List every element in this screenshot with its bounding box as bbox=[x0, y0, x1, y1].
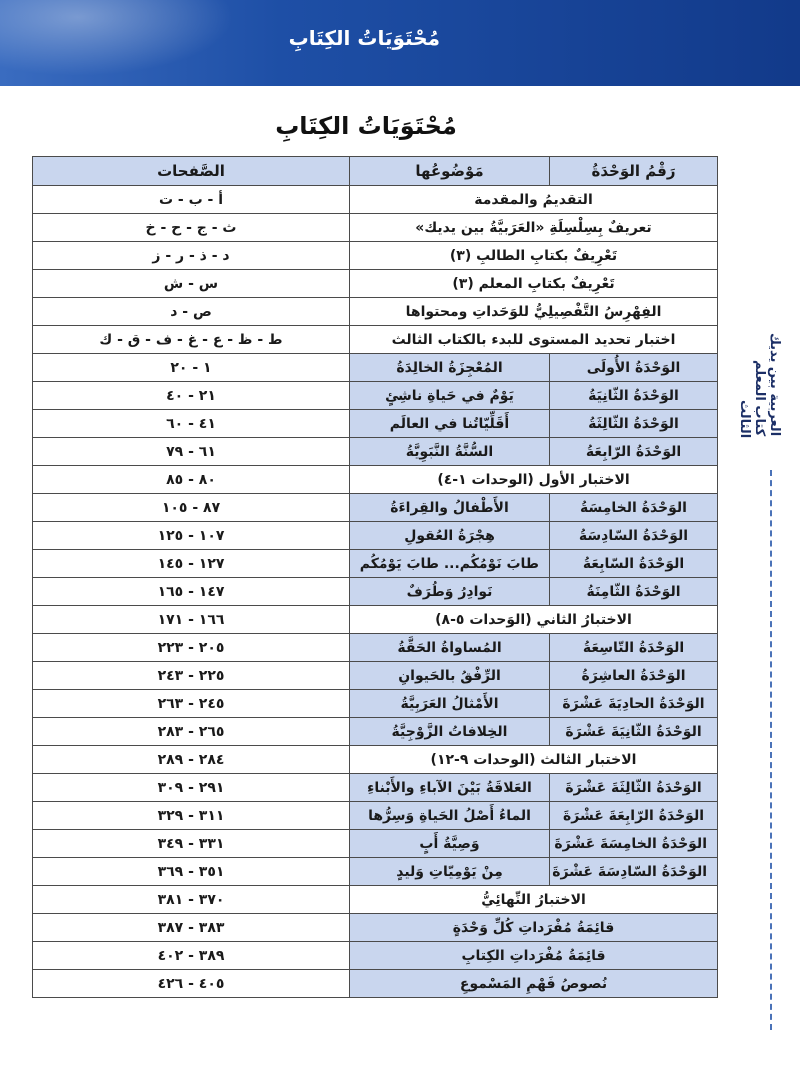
table-row bbox=[33, 942, 718, 970]
pages-cell: د - ذ - ر - ز bbox=[33, 242, 350, 270]
pages-cell: ٢٩١ - ٣٠٩ bbox=[33, 774, 350, 802]
side-divider bbox=[770, 470, 774, 1030]
pages-cell: ٢٦٥ - ٢٨٣ bbox=[33, 718, 350, 746]
unit-topic-cell: الرِّفْقُ بالحَيوانِ bbox=[350, 662, 550, 690]
unit-number-cell: الوَحْدَةُ الثّانِيَةُ bbox=[550, 382, 718, 410]
page-title: مُحْتَوَيَاتُ الكِتَابِ bbox=[275, 112, 457, 140]
pages-cell: ٣٧٠ - ٣٨١ bbox=[33, 886, 350, 914]
pages-cell: ٤١ - ٦٠ bbox=[33, 410, 350, 438]
table-row bbox=[33, 802, 718, 830]
table-row bbox=[33, 186, 718, 214]
single-title-cell: الفِهْرِسُ التَّفْصِيلِيُّ للوَحَداتِ ومحتواها bbox=[350, 298, 718, 326]
pages-cell: ث - ج - ح - خ bbox=[33, 214, 350, 242]
table-row bbox=[33, 494, 718, 522]
unit-number-cell: الوَحْدَةُ الأُولَى bbox=[550, 354, 718, 382]
table-row bbox=[33, 522, 718, 550]
single-title-cell: تَعْرِيفٌ بكتابِ الطالبِ (٣) bbox=[350, 242, 718, 270]
table-row bbox=[33, 466, 718, 494]
table-row bbox=[33, 298, 718, 326]
table-row bbox=[33, 886, 718, 914]
table-row bbox=[33, 690, 718, 718]
pages-cell: ٣٨٣ - ٣٨٧ bbox=[33, 914, 350, 942]
table-body bbox=[33, 186, 718, 998]
unit-topic-cell: طابَ نَوْمُكُم... طابَ يَوْمُكُم bbox=[350, 550, 550, 578]
table-row bbox=[33, 550, 718, 578]
unit-number-cell: الوَحْدَةُ الحادِيَةَ عَشْرَةَ bbox=[550, 690, 718, 718]
unit-topic-cell: العَلاقَةُ بَيْنَ الآباءِ والأَبْناءِ bbox=[350, 774, 550, 802]
table-row bbox=[33, 326, 718, 354]
contents-table bbox=[32, 156, 718, 998]
single-title-cell: اختبار تحديد المستوى للبدء بالكتاب الثالث bbox=[350, 326, 718, 354]
header-topic: مَوْضُوعُها bbox=[350, 157, 550, 186]
single-title-cell: تعريفٌ بِسِلْسِلَةِ «العَرَبيَّةُ بين يديك» bbox=[350, 214, 718, 242]
table-row bbox=[33, 858, 718, 886]
table-row bbox=[33, 914, 718, 942]
side-series-name: العربية بين يديك bbox=[767, 332, 782, 436]
unit-number-cell: الوَحْدَةُ السّابِعَةُ bbox=[550, 550, 718, 578]
pages-cell: ٢١ - ٤٠ bbox=[33, 382, 350, 410]
pages-cell: س - ش bbox=[33, 270, 350, 298]
table-row bbox=[33, 662, 718, 690]
side-book-name: كتاب المعلم الثالث bbox=[737, 359, 767, 438]
pages-cell: ط - ظ - ع - غ - ف - ق - ك bbox=[33, 326, 350, 354]
header-ornament bbox=[0, 0, 260, 86]
unit-number-cell: الوَحْدَةُ الثّالِثَةُ bbox=[550, 410, 718, 438]
unit-number-cell: الوَحْدَةُ الخامِسَةَ عَشْرَةَ bbox=[550, 830, 718, 858]
pages-cell: ٣٨٩ - ٤٠٢ bbox=[33, 942, 350, 970]
single-title-cell: تَعْرِيفٌ بكتابِ المعلم (٣) bbox=[350, 270, 718, 298]
appendix-title-cell: قائِمَةُ مُفْرَداتِ كُلِّ وَحْدَةٍ bbox=[350, 914, 718, 942]
unit-topic-cell: الأَطْفالُ والقِراءَةُ bbox=[350, 494, 550, 522]
side-running-title bbox=[732, 318, 782, 438]
unit-number-cell: الوَحْدَةُ الرّابِعَةُ bbox=[550, 438, 718, 466]
table-row bbox=[33, 354, 718, 382]
pages-cell: ٣٥١ - ٣٦٩ bbox=[33, 858, 350, 886]
pages-cell: ٢٨٤ - ٢٨٩ bbox=[33, 746, 350, 774]
appendix-title-cell: قائِمَةُ مُفْرَداتِ الكِتابِ bbox=[350, 942, 718, 970]
table-row bbox=[33, 578, 718, 606]
pages-cell: ٦١ - ٧٩ bbox=[33, 438, 350, 466]
unit-number-cell: الوَحْدَةُ الخامِسَةُ bbox=[550, 494, 718, 522]
header-unit: رَقْمُ الوَحْدَةُ bbox=[550, 157, 718, 186]
pages-cell: ١٠٧ - ١٢٥ bbox=[33, 522, 350, 550]
unit-number-cell: الوَحْدَةُ الثّالِثَةَ عَشْرَةَ bbox=[550, 774, 718, 802]
table-row bbox=[33, 214, 718, 242]
exam-title-cell: الاختبارُ الثاني (الوَحدات ٥-٨) bbox=[350, 606, 718, 634]
table-row bbox=[33, 970, 718, 998]
header-band bbox=[0, 0, 800, 86]
table-row bbox=[33, 438, 718, 466]
unit-topic-cell: نَوادِرُ وَطُرَفٌ bbox=[350, 578, 550, 606]
header-title: مُحْتَوَيَاتُ الكِتَابِ bbox=[288, 26, 440, 50]
pages-cell: أ - ب - ت bbox=[33, 186, 350, 214]
exam-title-cell: الاختبارُ النِّهائِيُّ bbox=[350, 886, 718, 914]
pages-cell: ١٦٦ - ١٧١ bbox=[33, 606, 350, 634]
pages-cell: ٢٤٥ - ٢٦٣ bbox=[33, 690, 350, 718]
unit-topic-cell: مِنْ يَوْمِيّاتِ وَليدٍ bbox=[350, 858, 550, 886]
unit-number-cell: الوَحْدَةُ الثّامِنَةُ bbox=[550, 578, 718, 606]
pages-cell: ١ - ٢٠ bbox=[33, 354, 350, 382]
table-row bbox=[33, 746, 718, 774]
pages-cell: ٨٧ - ١٠٥ bbox=[33, 494, 350, 522]
pages-cell: ٣٣١ - ٣٤٩ bbox=[33, 830, 350, 858]
unit-number-cell: الوَحْدَةُ التّاسِعَةُ bbox=[550, 634, 718, 662]
unit-topic-cell: المُساواةُ الحَقَّةُ bbox=[350, 634, 550, 662]
unit-topic-cell: المُعْجِزَةُ الخالِدَةُ bbox=[350, 354, 550, 382]
header-pages: الصَّفحات bbox=[33, 157, 350, 186]
pages-cell: ٢٠٥ - ٢٢٣ bbox=[33, 634, 350, 662]
table-row bbox=[33, 242, 718, 270]
unit-topic-cell: الأَمْثالُ العَرَبِيَّةُ bbox=[350, 690, 550, 718]
unit-topic-cell: هِجْرَةُ العُقولِ bbox=[350, 522, 550, 550]
unit-topic-cell: الماءُ أَصْلُ الحَياةِ وَسِرُّها bbox=[350, 802, 550, 830]
pages-cell: ٤٠٥ - ٤٢٦ bbox=[33, 970, 350, 998]
unit-number-cell: الوَحْدَةُ العاشِرَةُ bbox=[550, 662, 718, 690]
exam-title-cell: الاختبار الثالث (الوحدات ٩-١٢) bbox=[350, 746, 718, 774]
unit-topic-cell: الخِلافاتُ الزَّوْجِيَّةُ bbox=[350, 718, 550, 746]
unit-number-cell: الوَحْدَةُ الثّانِيَةَ عَشْرَةَ bbox=[550, 718, 718, 746]
pages-cell: ٣١١ - ٣٢٩ bbox=[33, 802, 350, 830]
unit-topic-cell: وَصِيَّةُ أَبٍ bbox=[350, 830, 550, 858]
pages-cell: ٨٠ - ٨٥ bbox=[33, 466, 350, 494]
table-row bbox=[33, 718, 718, 746]
unit-number-cell: الوَحْدَةُ الرّابِعَةَ عَشْرَةَ bbox=[550, 802, 718, 830]
single-title-cell: التقديمُ والمقدمة bbox=[350, 186, 718, 214]
unit-number-cell: الوَحْدَةُ السّادِسَةَ عَشْرَةَ bbox=[550, 858, 718, 886]
pages-cell: ص - د bbox=[33, 298, 350, 326]
table-row bbox=[33, 830, 718, 858]
table-row bbox=[33, 270, 718, 298]
pages-cell: ١٢٧ - ١٤٥ bbox=[33, 550, 350, 578]
table-row bbox=[33, 606, 718, 634]
table-row bbox=[33, 410, 718, 438]
exam-title-cell: الاختبار الأول (الوحدات ١-٤) bbox=[350, 466, 718, 494]
unit-topic-cell: أَقَلِّيّاتُنا في العالَم bbox=[350, 410, 550, 438]
pages-cell: ٢٢٥ - ٢٤٣ bbox=[33, 662, 350, 690]
unit-number-cell: الوَحْدَةُ السّادِسَةُ bbox=[550, 522, 718, 550]
appendix-title-cell: نُصوصُ فَهْمِ المَسْموعِ bbox=[350, 970, 718, 998]
pages-cell: ١٤٧ - ١٦٥ bbox=[33, 578, 350, 606]
unit-topic-cell: السُّنَّةُ النَّبَوِيَّةُ bbox=[350, 438, 550, 466]
table-header-row bbox=[33, 157, 718, 186]
unit-topic-cell: يَوْمٌ في حَياةِ ناشِئٍ bbox=[350, 382, 550, 410]
table-row bbox=[33, 634, 718, 662]
table-row bbox=[33, 382, 718, 410]
table-row bbox=[33, 774, 718, 802]
